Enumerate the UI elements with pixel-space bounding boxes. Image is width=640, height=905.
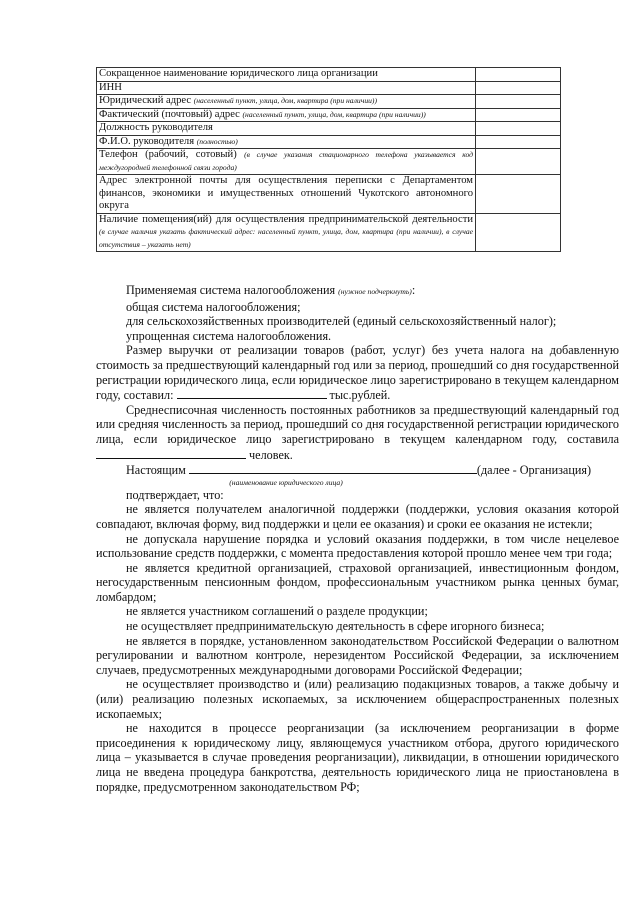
declaration-line: Настоящим (далее - Организация) <box>126 463 592 478</box>
tax-heading: Применяемая система налогообложения (нужное подчеркнуть): <box>126 283 416 297</box>
table-row <box>97 213 561 252</box>
table-row <box>97 108 561 122</box>
table-row <box>97 175 561 214</box>
condition-item: не осуществляет предпринимательскую деятельность в сфере игорного бизнеса; <box>126 619 545 634</box>
table-label-cell: Ф.И.О. руководителя (полностью) <box>97 135 476 149</box>
table-label-cell: Фактический (почтовый) адрес (населенный пункт, улица, дом, квартира (при наличии)) <box>97 108 476 122</box>
tax-option[interactable]: общая система налогообложения; <box>126 299 301 314</box>
table-value-cell[interactable] <box>476 81 561 95</box>
table-value-cell[interactable] <box>476 68 561 82</box>
table-row <box>97 122 561 136</box>
table-value-cell[interactable] <box>476 175 561 214</box>
revenue-paragraph: Размер выручки от реализации товаров (работ, услуг) без учета налога на добавленную стоимость за предшествующий календарный год или за период, прошедший со дня государственной регистрации юридического лица, если юридическое лицо зарегистрировано в текущем календарном году, составил: тыс.рублей. <box>96 343 619 403</box>
table-value-cell[interactable] <box>476 122 561 136</box>
organization-name-caption: (наименование юридического лица) <box>229 477 343 487</box>
condition-item: не является в порядке, установленном законодательством Российской Федерации о валютном регулировании и валютном контроле, нерезидентом Российской Федерации, за исключением случаев, предусмотренных международными договорами Российской Федерации; <box>96 633 619 677</box>
tax-heading-note: (нужное подчеркнуть) <box>338 287 412 296</box>
condition-item: не является получателем аналогичной поддержки (поддержки, условия оказания которой совпадают, включая форму, вид поддержки и цели ее оказания) и сроки ее оказания не истекли; <box>96 502 619 531</box>
field-note: (в случае наличия указать фактический адрес: населенный пункт, улица, дом, квартира (при наличии), в случае отсутствия – указать нет) <box>99 227 473 249</box>
table-label-cell: Юридический адрес (населенный пункт, улица, дом, квартира (при наличии)) <box>97 95 476 109</box>
table-value-cell[interactable] <box>476 213 561 252</box>
field-note: (населенный пункт, улица, дом, квартира (при наличии)) <box>193 96 377 105</box>
table-label-cell: Должность руководителя <box>97 122 476 136</box>
tax-option[interactable]: упрощенная система налогообложения. <box>126 328 332 343</box>
table-row <box>97 95 561 109</box>
table-value-cell[interactable] <box>476 108 561 122</box>
table-row <box>97 81 561 95</box>
condition-item: не является кредитной организацией, страховой организацией, инвестиционным фондом, негосударственным пенсионным фондом, профессиональным участником рынка ценных бумаг, ломбардом; <box>96 560 619 604</box>
table-label-cell: ИНН <box>97 81 476 95</box>
tax-option[interactable]: для сельскохозяйственных производителей (единый сельскохозяйственный налог); <box>126 314 557 329</box>
organization-name-blank[interactable] <box>189 462 477 474</box>
table-row <box>97 68 561 82</box>
table-label-cell: Сокращенное наименование юридического лица организации <box>97 68 476 82</box>
employees-blank[interactable] <box>96 447 246 459</box>
table-label-cell: Телефон (рабочий, сотовый) (в случае указания стационарного телефона указывается код междугородней телефонной связи города) <box>97 149 476 175</box>
field-note: (в случае указания стационарного телефона указывается код междугородней телефонной связи города) <box>99 150 473 172</box>
employees-paragraph: Среднесписочная численность постоянных работников за предшествующий календарный год или средняя численность за период, прошедший со дня государственной регистрации юридического лица, если юридическое лицо зарегистрировано в текущем календарном году, составила человек. <box>96 402 619 462</box>
condition-item: не осуществляет производство и (или) реализацию подакцизных товаров, а также добычу и (или) реализацию полезных ископаемых, за исключением общераспространенных полезных ископаемых; <box>96 677 619 721</box>
document-body <box>96 283 619 794</box>
condition-item: не находится в процессе реорганизации (за исключением реорганизации в форме присоединения к юридическому лицу, являющемуся участником отбора, другого юридического лица – указывается в случае проведения реорганизации), ликвидации, в отношении юридического лица не введена процедура банкротства, деятельность юридического лица не приостановлена в порядке, предусмотренном законодательством РФ; <box>96 721 619 794</box>
table-label-cell: Адрес электронной почты для осуществления переписки с Департаментом финансов, экономики и имущественных отношений Чукотского автономного округа <box>97 175 476 214</box>
condition-item: не является участником соглашений о разделе продукции; <box>126 604 428 619</box>
table-label-cell: Наличие помещения(ий) для осуществления предпринимательской деятельности (в случае наличия указать фактический адрес: населенный пункт, улица, дом, квартира (при наличии), в случае отсутствия – указать нет) <box>97 213 476 252</box>
table-row <box>97 135 561 149</box>
condition-item: не допускала нарушение порядка и условий оказания поддержки, в том числе нецелевое использование средств поддержки, с момента предоставления которой прошло менее чем три года; <box>96 531 619 561</box>
organization-info-table <box>96 67 561 252</box>
field-note: (населенный пункт, улица, дом, квартира (при наличии)) <box>242 109 426 119</box>
table-value-cell[interactable] <box>476 95 561 109</box>
confirms-text: подтверждает, что: <box>126 487 224 502</box>
field-note: (полностью) <box>196 136 238 146</box>
table-value-cell[interactable] <box>476 149 561 175</box>
table-value-cell[interactable] <box>476 135 561 149</box>
table-row <box>97 149 561 175</box>
revenue-blank[interactable] <box>177 387 327 399</box>
